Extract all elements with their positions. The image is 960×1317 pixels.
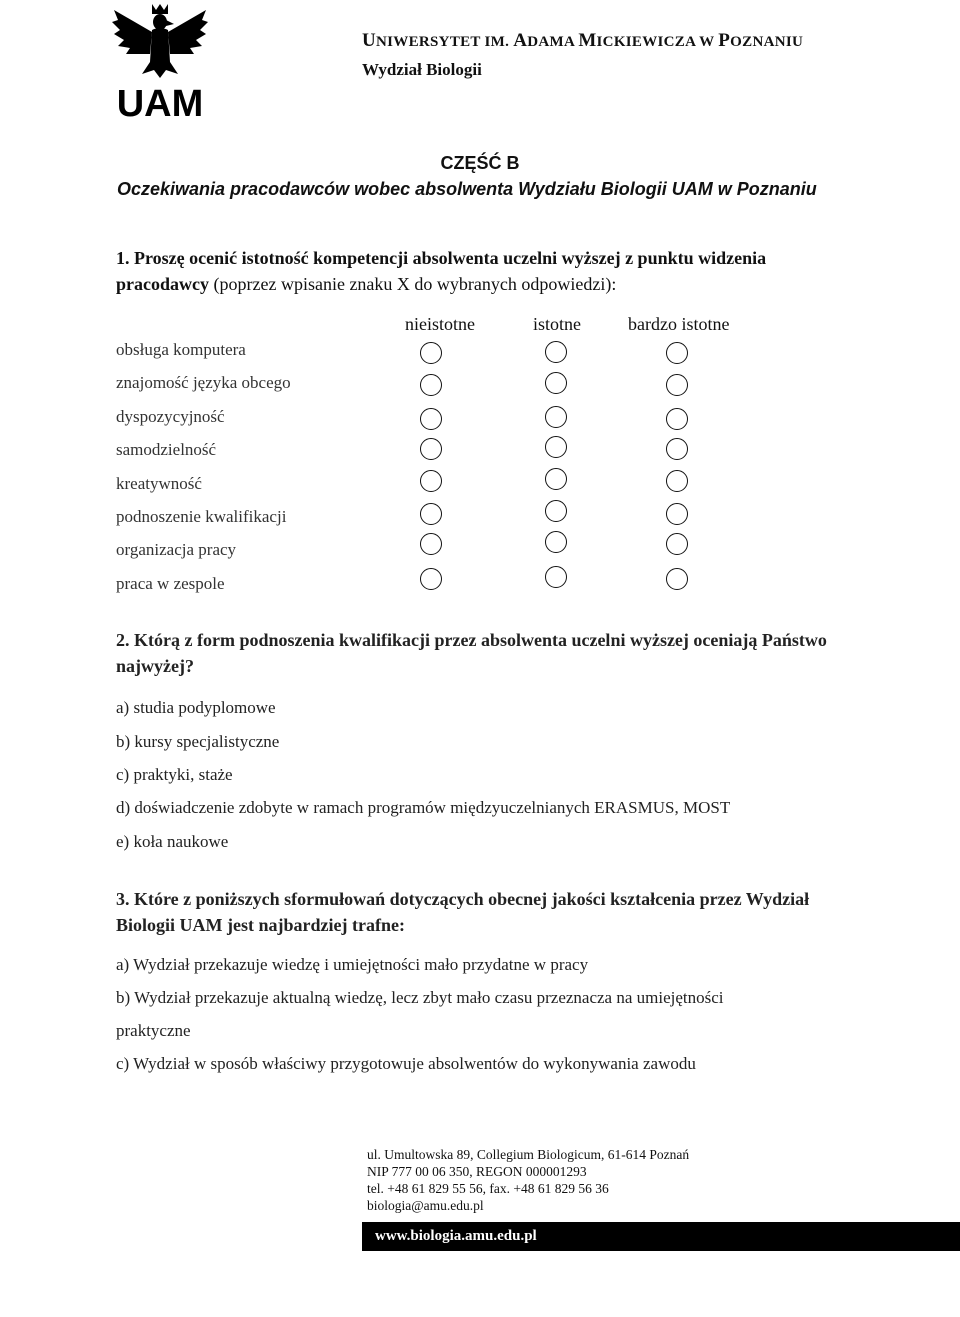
radio-bardzo-istotne[interactable] xyxy=(666,438,688,460)
radio-bardzo-istotne[interactable] xyxy=(666,533,688,555)
university-name: UNIWERSYTET IM. ADAMA MICKIEWICZA W POZNANIU xyxy=(362,30,804,51)
footer-email: biologia@amu.edu.pl xyxy=(367,1198,484,1213)
uam-logo xyxy=(108,2,212,122)
competence-label: obsługa komputera xyxy=(116,340,246,359)
column-header-istotne: istotne xyxy=(533,314,581,334)
question-3: 3. Które z poniższych sformułowań dotyczących obecnej jakości kształcenia przez Wydział Biologii UAM jest najbardziej trafne: xyxy=(116,889,810,935)
radio-istotne[interactable] xyxy=(545,468,567,490)
question-2-option[interactable]: c) praktyki, staże xyxy=(116,765,233,784)
radio-istotne[interactable] xyxy=(545,531,567,553)
footer-address: ul. Umultowska 89, Collegium Biologicum, 61-614 Poznań xyxy=(367,1147,690,1162)
radio-bardzo-istotne[interactable] xyxy=(666,408,688,430)
competence-label: praca w zespole xyxy=(116,574,225,593)
footer-nip: NIP 777 00 06 350, REGON 000001293 xyxy=(367,1164,587,1179)
department-name: Wydział Biologii xyxy=(362,60,482,79)
question-3-option[interactable]: a) Wydział przekazuje wiedzę i umiejętności mało przydatne w pracy xyxy=(116,955,589,974)
question-3-option[interactable]: c) Wydział w sposób właściwy przygotowuje absolwentów do wykonywania zawodu xyxy=(116,1054,696,1073)
part-subtitle: Oczekiwania pracodawców wobec absolwenta Wydziału Biologii UAM w Poznaniu xyxy=(117,179,817,199)
footer-website-link[interactable]: www.biologia.amu.edu.pl xyxy=(375,1228,537,1244)
question-3-option: praktyczne xyxy=(116,1021,191,1040)
radio-istotne[interactable] xyxy=(545,406,567,428)
radio-istotne[interactable] xyxy=(545,566,567,588)
radio-nieistotne[interactable] xyxy=(420,568,442,590)
eagle-icon xyxy=(112,4,208,78)
question-3-option[interactable]: b) Wydział przekazuje aktualną wiedzę, lecz zbyt mało czasu przeznacza na umiejętności xyxy=(116,988,724,1007)
radio-istotne[interactable] xyxy=(545,372,567,394)
radio-istotne[interactable] xyxy=(545,436,567,458)
radio-istotne[interactable] xyxy=(545,500,567,522)
question-2: 2. Którą z form podnoszenia kwalifikacji przez absolwenta uczelni wyższej oceniają Państwo najwyżej? xyxy=(116,630,827,676)
question-2-option[interactable]: d) doświadczenie zdobyte w ramach programów międzyuczelnianych ERASMUS, MOST xyxy=(116,798,731,817)
radio-nieistotne[interactable] xyxy=(420,374,442,396)
radio-nieistotne[interactable] xyxy=(420,503,442,525)
question-1-text: Proszę ocenić istotność kompetencji absolwenta uczelni wyższej z punktu widzenia pracodawcy xyxy=(116,248,767,294)
radio-bardzo-istotne[interactable] xyxy=(666,470,688,492)
question-2-option[interactable]: e) koła naukowe xyxy=(116,832,229,851)
question-2-option[interactable]: a) studia podyplomowe xyxy=(116,698,276,717)
radio-bardzo-istotne[interactable] xyxy=(666,568,688,590)
column-header-bardzo-istotne: bardzo istotne xyxy=(628,314,730,334)
radio-bardzo-istotne[interactable] xyxy=(666,374,688,396)
radio-bardzo-istotne[interactable] xyxy=(666,503,688,525)
competence-label: dyspozycyjność xyxy=(116,407,225,426)
competence-label: organizacja pracy xyxy=(116,540,237,559)
competence-label: samodzielność xyxy=(116,440,217,459)
logo-text: UAM xyxy=(116,83,204,122)
competence-label: kreatywność xyxy=(116,474,202,493)
radio-nieistotne[interactable] xyxy=(420,408,442,430)
radio-nieistotne[interactable] xyxy=(420,342,442,364)
question-2-option[interactable]: b) kursy specjalistyczne xyxy=(116,732,280,751)
competence-label: podnoszenie kwalifikacji xyxy=(116,507,287,526)
radio-nieistotne[interactable] xyxy=(420,533,442,555)
footer-phone: tel. +48 61 829 55 56, fax. +48 61 829 56 36 xyxy=(367,1181,609,1196)
competence-label: znajomość języka obcego xyxy=(116,373,291,392)
column-header-nieistotne: nieistotne xyxy=(405,314,475,334)
radio-istotne[interactable] xyxy=(545,341,567,363)
part-label: CZĘŚĆ B xyxy=(440,153,520,173)
radio-nieistotne[interactable] xyxy=(420,470,442,492)
question-1: 1. Proszę ocenić istotność kompetencji absolwenta uczelni wyższej z punktu widzenia pracodawcy (poprzez wpisanie znaku X do wybranych odpowiedzi): xyxy=(116,248,767,294)
question-1-instruction: (poprzez wpisanie znaku X do wybranych odpowiedzi): xyxy=(209,274,617,294)
radio-nieistotne[interactable] xyxy=(420,438,442,460)
radio-bardzo-istotne[interactable] xyxy=(666,342,688,364)
